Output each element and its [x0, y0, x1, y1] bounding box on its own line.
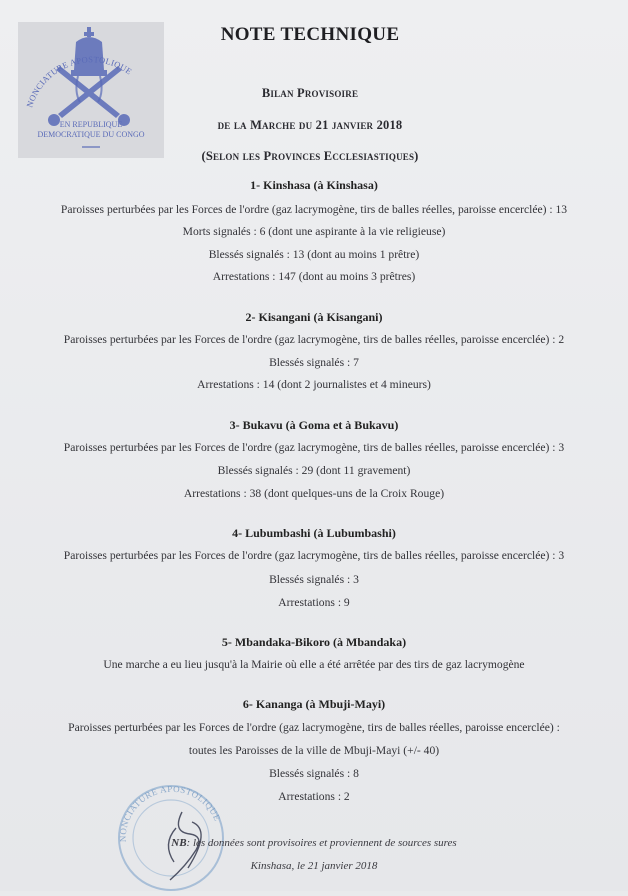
section-line: Arrestations : 14 (dont 2 journalistes et 4 mineurs): [197, 378, 431, 391]
section-line: Paroisses perturbées par les Forces de l'ordre (gaz lacrymogène, tirs de balles réelles, paroisse encerclée) :: [68, 721, 560, 734]
section-line: Une marche a eu lieu jusqu'à la Mairie où elle a été arrêtée par des tirs de gaz lacrymogène: [103, 658, 525, 671]
nunciature-logo: [18, 22, 164, 158]
section-line: Paroisses perturbées par les Forces de l'ordre (gaz lacrymogène, tirs de balles réelles, paroisse encerclée) : 13: [60, 203, 568, 216]
logo-arc-text: NONCIATURE APOSTOLIQUE: [24, 54, 135, 109]
section-line: Paroisses perturbées par les Forces de l'ordre (gaz lacrymogène, tirs de balles réelles, paroisse encerclée) : 2: [63, 333, 565, 346]
section-line: Paroisses perturbées par les Forces de l'ordre (gaz lacrymogène, tirs de balles réelles, paroisse encerclée) : 3: [63, 549, 565, 562]
section-title-bukavu: 3- Bukavu (à Goma et à Bukavu): [229, 418, 399, 432]
header-provinces: (Selon les Provinces Ecclesiastiques): [201, 149, 419, 163]
logo-line-3: DEMOCRATIQUE DU CONGO: [37, 130, 145, 139]
section-title-mbandaka: 5- Mbandaka-Bikoro (à Mbandaka): [221, 635, 407, 649]
section-line: Blessés signalés : 7: [269, 356, 359, 369]
section-line: Arrestations : 9: [278, 596, 350, 609]
section-line: toutes les Paroisses de la ville de Mbuji-Mayi (+/- 40): [188, 744, 440, 757]
section-title-kananga: 6- Kananga (à Mbuji-Mayi): [242, 697, 386, 711]
page-title: NOTE TECHNIQUE: [220, 24, 400, 45]
section-line: Blessés signalés : 3: [269, 573, 359, 586]
header-bilan: Bilan Provisoire: [261, 86, 359, 100]
section-line: Arrestations : 38 (dont quelques-uns de la Croix Rouge): [183, 487, 445, 500]
section-title-kisangani: 2- Kisangani (à Kisangani): [245, 310, 383, 324]
section-line: Paroisses perturbées par les Forces de l'ordre (gaz lacrymogène, tirs de balles réelles, paroisse encerclée) : 3: [63, 441, 565, 454]
nb-label: NB: [171, 837, 187, 849]
section-title-lubumbashi: 4- Lubumbashi (à Lubumbashi): [232, 526, 396, 540]
section-line: Blessés signalés : 13 (dont au moins 1 prêtre): [208, 248, 420, 261]
nb-text: : les données sont provisoires et proviennent de sources sures: [186, 837, 457, 849]
nunciature-stamp: [112, 772, 230, 891]
section-line: Blessés signalés : 29 (dont 11 gravement): [217, 464, 411, 477]
papal-emblem-icon: [18, 22, 164, 158]
stamp-seal-icon: [112, 772, 230, 891]
place-date: Kinshasa, le 21 janvier 2018: [250, 860, 378, 872]
stamp-arc-text: NONCIATURE APOSTOLIQUE: [117, 783, 223, 843]
section-line: Arrestations : 147 (dont au moins 3 prêtres): [212, 270, 416, 283]
section-line: Blessés signalés : 8: [269, 767, 359, 780]
section-line: Morts signalés : 6 (dont une aspirante à la vie religieuse): [182, 225, 446, 238]
section-title-kinshasa: 1- Kinshasa (à Kinshasa): [250, 178, 378, 192]
logo-line-2: EN REPUBLIQUE: [59, 120, 123, 129]
header-marche: de la Marche du 21 janvier 2018: [217, 118, 403, 132]
section-line: Arrestations : 2: [278, 790, 350, 803]
nb-note: [0, 837, 628, 849]
